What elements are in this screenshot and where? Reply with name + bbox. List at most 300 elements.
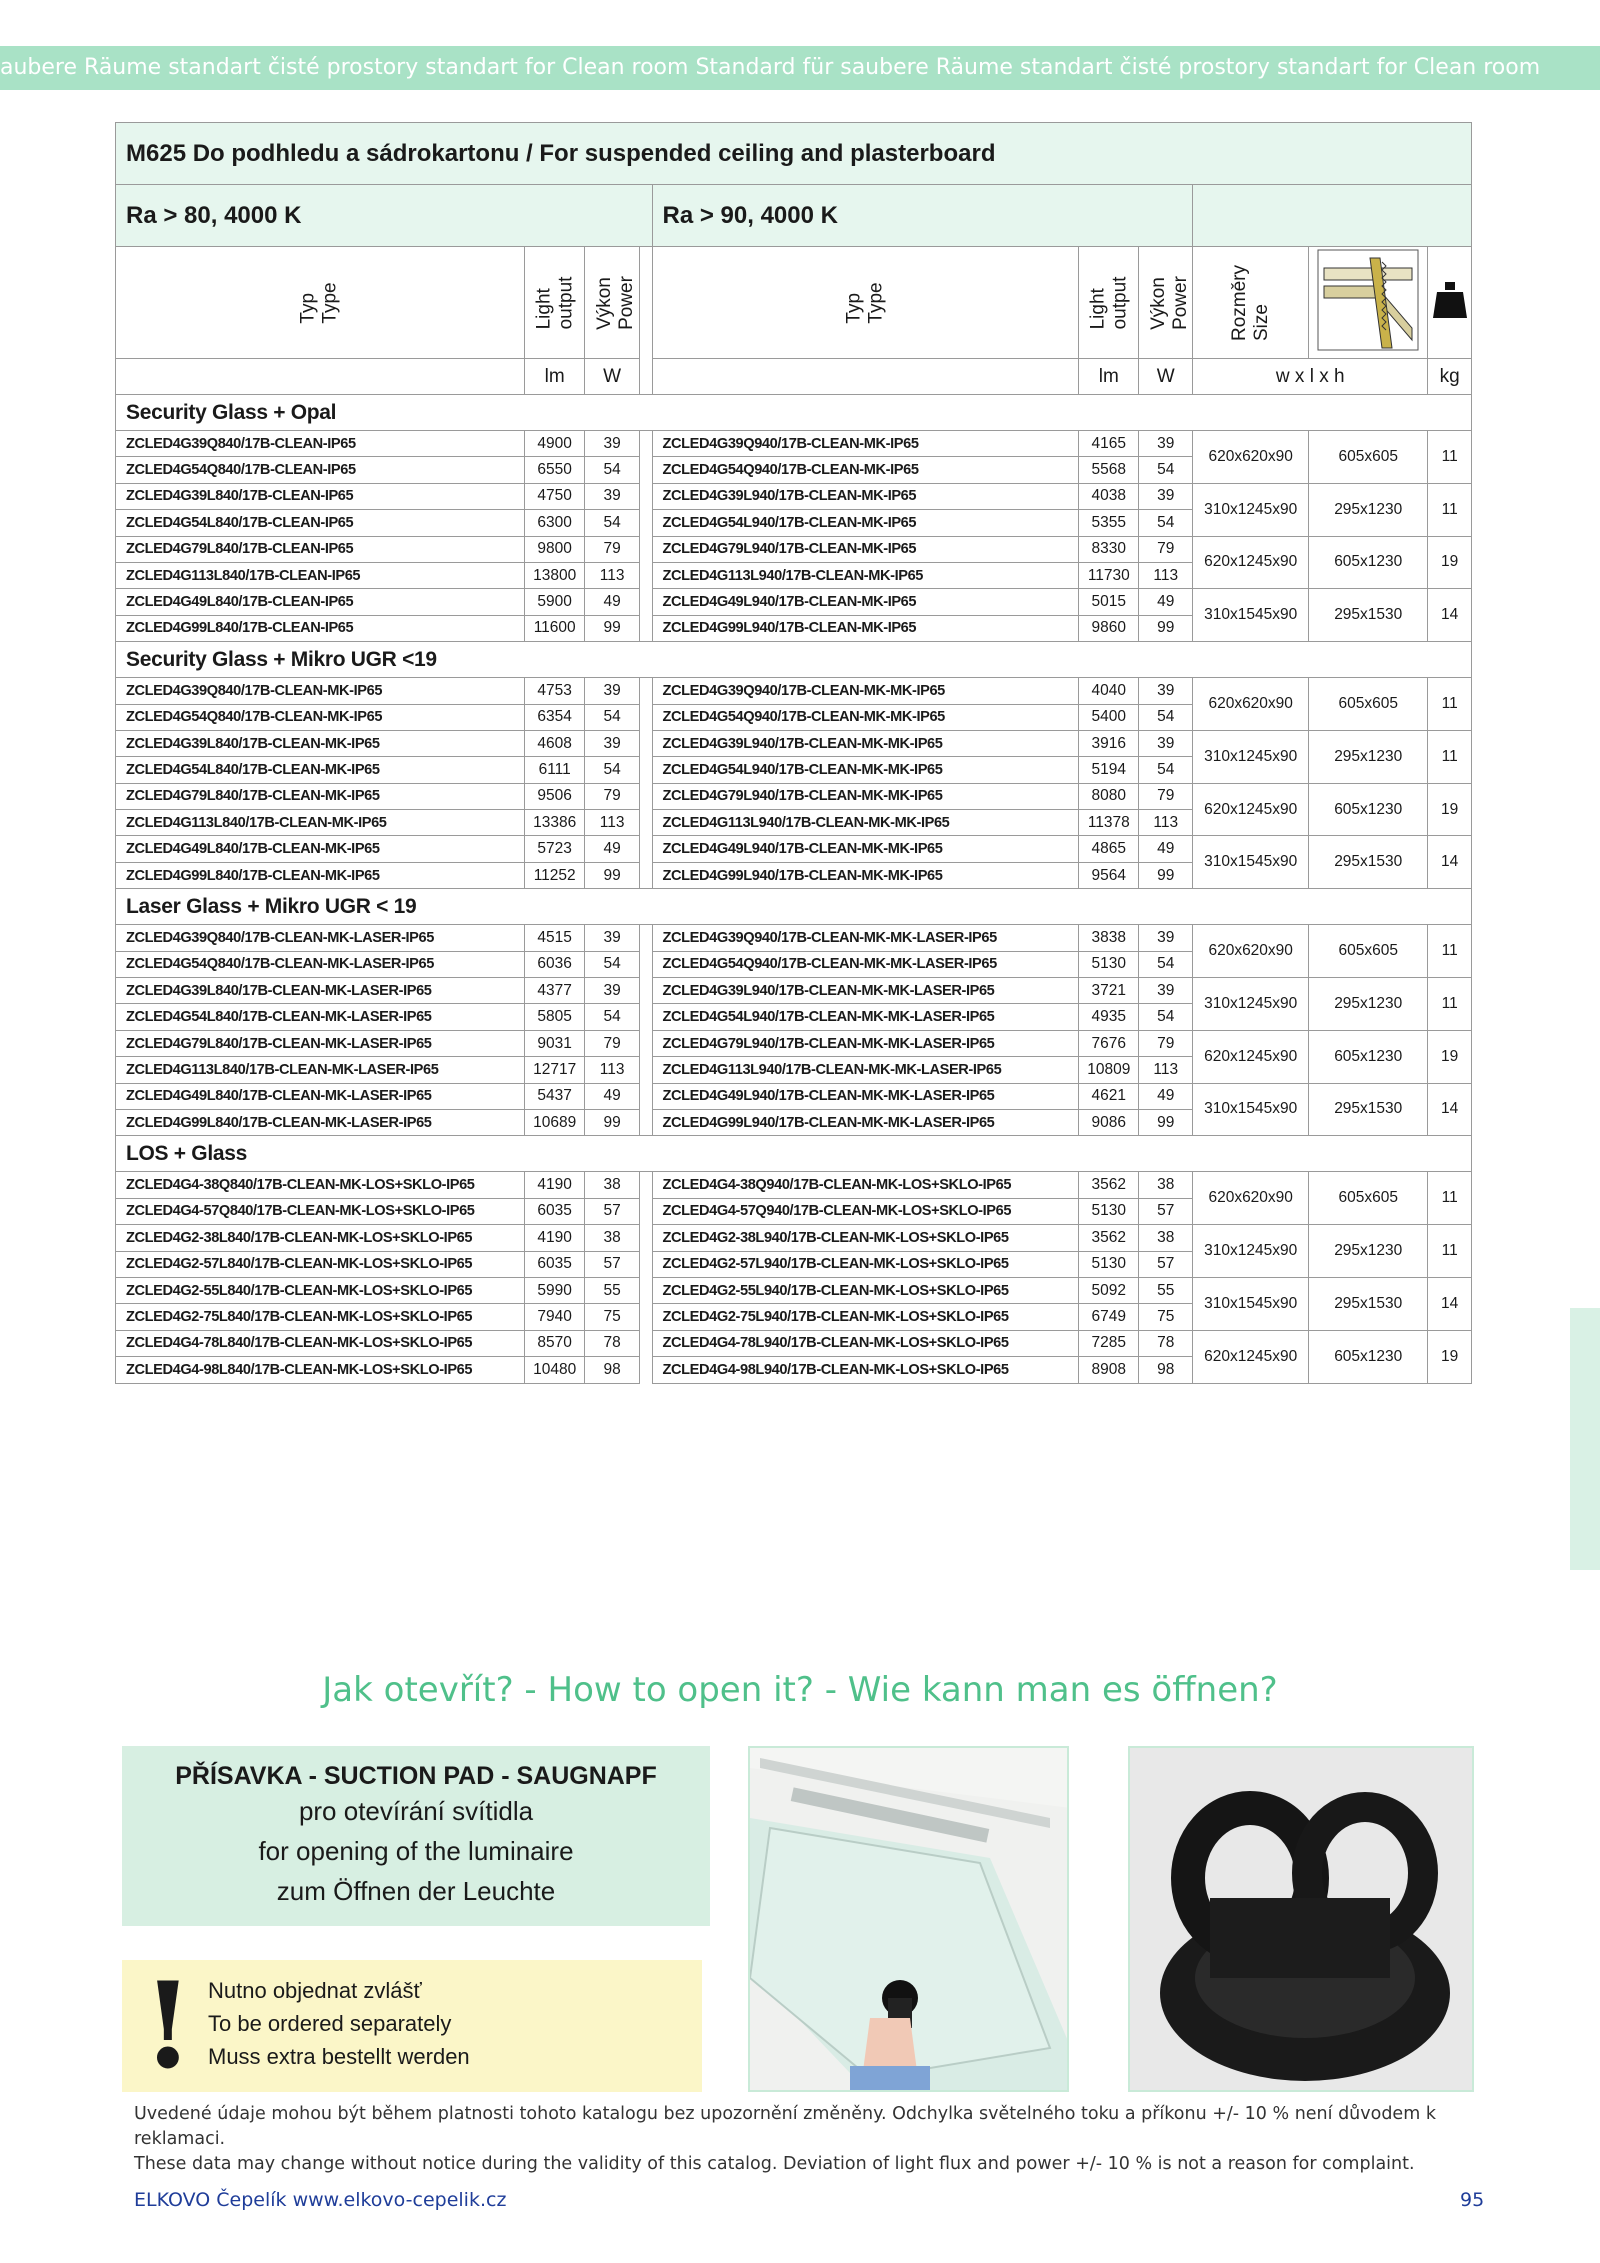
type-code-right: ZCLED4G49L940/17B-CLEAN-MK-MK-IP65: [652, 836, 1079, 862]
light-output-left: 13386: [525, 810, 585, 836]
light-output-right: 3562: [1079, 1225, 1139, 1251]
type-code-right: ZCLED4G79L940/17B-CLEAN-MK-IP65: [652, 536, 1079, 562]
column-gap: [640, 431, 652, 457]
table-row: [116, 483, 1472, 509]
light-output-left: 10480: [525, 1357, 585, 1383]
suction-pad-line: pro otevírání svítidla: [298, 1796, 534, 1826]
suction-pad-photo: [1128, 1746, 1474, 2092]
weight: 14: [1428, 589, 1472, 642]
light-output-right: 9860: [1079, 615, 1139, 641]
light-output-right: 3721: [1079, 978, 1139, 1004]
section-title: Security Glass + Mikro UGR <19: [116, 642, 1472, 678]
column-gap: [640, 589, 652, 615]
column-gap: [640, 1030, 652, 1056]
power-left: 39: [585, 978, 640, 1004]
size-dimensions: 620x620x90: [1193, 1172, 1309, 1225]
power-right: 38: [1139, 1172, 1193, 1198]
type-code-right: ZCLED4G54Q940/17B-CLEAN-MK-MK-IP65: [652, 704, 1079, 730]
power-right: 54: [1139, 757, 1193, 783]
light-output-left: 4515: [525, 925, 585, 951]
power-left: 55: [585, 1277, 640, 1303]
light-output-right: 5130: [1079, 951, 1139, 977]
col-light-right: Light output: [1079, 247, 1139, 359]
table-row: [116, 1330, 1472, 1356]
size-dimensions: 310x1545x90: [1193, 836, 1309, 889]
how-to-open-title: Jak otevřít? - How to open it? - Wie kann man es öffnen?: [322, 1670, 1278, 1710]
disclaimer-cz: Uvedené údaje mohou být během platnosti tohoto katalogu bez upozornění změněny. Odchylka světelného toku a příkonu +/- 10 % není důvodem k reklamaci.: [134, 2104, 1436, 2149]
exclamation-icon: !: [142, 1956, 194, 2095]
column-gap: [640, 1057, 652, 1083]
power-right: 54: [1139, 1004, 1193, 1030]
type-code-right: ZCLED4G54L940/17B-CLEAN-MK-MK-IP65: [652, 757, 1079, 783]
light-output-left: 9031: [525, 1030, 585, 1056]
size-cutout: 605x1230: [1309, 783, 1428, 836]
disclaimer-en: These data may change without notice during the validity of this catalog. Deviation of light flux and power +/- 10 % is not a reason for complaint.: [134, 2154, 1415, 2174]
column-gap: [640, 1357, 652, 1383]
column-gap: [640, 536, 652, 562]
power-right: 98: [1139, 1357, 1193, 1383]
size-dimensions: 310x1245x90: [1193, 483, 1309, 536]
light-output-left: 7940: [525, 1304, 585, 1330]
size-cutout: 605x1230: [1309, 536, 1428, 589]
column-gap: [640, 704, 652, 730]
type-code-left: ZCLED4G39Q840/17B-CLEAN-MK-IP65: [116, 678, 525, 704]
type-code-left: ZCLED4G99L840/17B-CLEAN-IP65: [116, 615, 525, 641]
power-right: 99: [1139, 862, 1193, 888]
light-output-right: 4165: [1079, 431, 1139, 457]
column-gap: [640, 783, 652, 809]
light-output-left: 5805: [525, 1004, 585, 1030]
light-output-right: 8908: [1079, 1357, 1139, 1383]
size-cutout: 605x605: [1309, 1172, 1428, 1225]
power-right: 113: [1139, 810, 1193, 836]
light-output-left: 4753: [525, 678, 585, 704]
power-right: 39: [1139, 978, 1193, 1004]
power-right: 38: [1139, 1225, 1193, 1251]
power-left: 39: [585, 925, 640, 951]
size-cutout: 295x1230: [1309, 1225, 1428, 1278]
power-right: 39: [1139, 678, 1193, 704]
table-row: [116, 978, 1472, 1004]
power-left: 39: [585, 730, 640, 756]
type-code-left: ZCLED4G39Q840/17B-CLEAN-IP65: [116, 431, 525, 457]
size-dimensions: 310x1245x90: [1193, 730, 1309, 783]
power-left: 38: [585, 1225, 640, 1251]
light-output-right: 4038: [1079, 483, 1139, 509]
type-code-left: ZCLED4G79L840/17B-CLEAN-MK-IP65: [116, 783, 525, 809]
table-row: [116, 1277, 1472, 1303]
type-code-left: ZCLED4G49L840/17B-CLEAN-IP65: [116, 589, 525, 615]
power-right: 113: [1139, 562, 1193, 588]
power-left: 79: [585, 1030, 640, 1056]
suction-pad-line: zum Öffnen der Leuchte: [276, 1876, 556, 1906]
table-row: [116, 1083, 1472, 1109]
order-note-box: [122, 1956, 702, 2095]
power-left: 54: [585, 1004, 640, 1030]
power-left: 99: [585, 1109, 640, 1135]
light-output-left: 12717: [525, 1057, 585, 1083]
weight-icon: [1428, 247, 1472, 359]
light-output-right: 4621: [1079, 1083, 1139, 1109]
ceiling-photo: [748, 1746, 1069, 2092]
light-output-left: 6354: [525, 704, 585, 730]
power-right: 99: [1139, 1109, 1193, 1135]
unit-size: w x l x h: [1193, 359, 1428, 395]
column-gap: [640, 483, 652, 509]
light-output-left: 8570: [525, 1330, 585, 1356]
weight: 11: [1428, 678, 1472, 731]
weight: 11: [1428, 483, 1472, 536]
column-gap: [640, 1004, 652, 1030]
type-code-right: ZCLED4G39L940/17B-CLEAN-MK-MK-IP65: [652, 730, 1079, 756]
type-code-right: ZCLED4G79L940/17B-CLEAN-MK-MK-LASER-IP65: [652, 1030, 1079, 1056]
table-row: [116, 431, 1472, 457]
column-gap: [640, 757, 652, 783]
power-left: 75: [585, 1304, 640, 1330]
light-output-right: 5568: [1079, 457, 1139, 483]
type-code-left: ZCLED4G2-38L840/17B-CLEAN-MK-LOS+SKLO-IP65: [116, 1225, 525, 1251]
light-output-left: 6111: [525, 757, 585, 783]
table-row: [116, 925, 1472, 951]
light-output-left: 11600: [525, 615, 585, 641]
type-code-left: ZCLED4G79L840/17B-CLEAN-IP65: [116, 536, 525, 562]
power-left: 57: [585, 1251, 640, 1277]
power-left: 38: [585, 1172, 640, 1198]
type-code-right: ZCLED4G4-57Q940/17B-CLEAN-MK-LOS+SKLO-IP65: [652, 1198, 1079, 1224]
weight: 14: [1428, 1083, 1472, 1136]
power-right: 54: [1139, 510, 1193, 536]
power-left: 39: [585, 431, 640, 457]
unit-blank-left: [116, 359, 525, 395]
weight: 11: [1428, 730, 1472, 783]
unit-blank-right: [652, 359, 1079, 395]
light-output-left: 9506: [525, 783, 585, 809]
power-right: 75: [1139, 1304, 1193, 1330]
column-gap: [640, 1251, 652, 1277]
power-left: 49: [585, 1083, 640, 1109]
unit-w-right: W: [1139, 359, 1193, 395]
table-row: [116, 678, 1472, 704]
page-number: 95: [1460, 2189, 1485, 2211]
power-left: 39: [585, 483, 640, 509]
size-cutout: 605x1230: [1309, 1030, 1428, 1083]
type-code-right: ZCLED4G39Q940/17B-CLEAN-MK-IP65: [652, 431, 1079, 457]
table-row: [116, 783, 1472, 809]
light-output-left: 6036: [525, 951, 585, 977]
type-code-right: ZCLED4G99L940/17B-CLEAN-MK-MK-IP65: [652, 862, 1079, 888]
light-output-left: 10689: [525, 1109, 585, 1135]
type-code-right: ZCLED4G2-57L940/17B-CLEAN-MK-LOS+SKLO-IP65: [652, 1251, 1079, 1277]
light-output-left: 5723: [525, 836, 585, 862]
power-right: 39: [1139, 730, 1193, 756]
type-code-left: ZCLED4G4-78L840/17B-CLEAN-MK-LOS+SKLO-IP65: [116, 1330, 525, 1356]
light-output-left: 6550: [525, 457, 585, 483]
table-row: [116, 730, 1472, 756]
type-code-right: ZCLED4G2-55L940/17B-CLEAN-MK-LOS+SKLO-IP65: [652, 1277, 1079, 1303]
power-left: 54: [585, 457, 640, 483]
light-output-left: 5900: [525, 589, 585, 615]
power-right: 113: [1139, 1057, 1193, 1083]
column-gap: [640, 1277, 652, 1303]
type-code-left: ZCLED4G54L840/17B-CLEAN-MK-LASER-IP65: [116, 1004, 525, 1030]
size-cutout: 605x1230: [1309, 1330, 1428, 1383]
section-title: Laser Glass + Mikro UGR < 19: [116, 889, 1472, 925]
type-code-left: ZCLED4G4-38Q840/17B-CLEAN-MK-LOS+SKLO-IP65: [116, 1172, 525, 1198]
type-code-left: ZCLED4G39L840/17B-CLEAN-MK-IP65: [116, 730, 525, 756]
power-left: 54: [585, 951, 640, 977]
type-code-left: ZCLED4G4-98L840/17B-CLEAN-MK-LOS+SKLO-IP65: [116, 1357, 525, 1383]
size-dimensions: 310x1545x90: [1193, 1277, 1309, 1330]
light-output-right: 5015: [1079, 589, 1139, 615]
type-code-right: ZCLED4G49L940/17B-CLEAN-MK-MK-LASER-IP65: [652, 1083, 1079, 1109]
light-output-right: 5355: [1079, 510, 1139, 536]
top-banner: aubere Räume standart čisté prostory standart for Clean room Standard für saubere Räume standart čisté prostory standart for Clean room: [0, 46, 1600, 90]
size-dimensions: 620x1245x90: [1193, 1030, 1309, 1083]
light-output-right: 6749: [1079, 1304, 1139, 1330]
light-output-right: 4935: [1079, 1004, 1139, 1030]
type-code-right: ZCLED4G2-38L940/17B-CLEAN-MK-LOS+SKLO-IP65: [652, 1225, 1079, 1251]
power-right: 54: [1139, 457, 1193, 483]
size-cutout: 295x1530: [1309, 1083, 1428, 1136]
power-left: 54: [585, 510, 640, 536]
power-left: 99: [585, 862, 640, 888]
light-output-right: 4040: [1079, 678, 1139, 704]
size-dimensions: 620x620x90: [1193, 925, 1309, 978]
size-cutout: 295x1230: [1309, 978, 1428, 1031]
disclaimer: [134, 2102, 1474, 2177]
light-output-right: 3916: [1079, 730, 1139, 756]
light-output-left: 4190: [525, 1172, 585, 1198]
type-code-left: ZCLED4G54Q840/17B-CLEAN-MK-LASER-IP65: [116, 951, 525, 977]
size-cutout: 605x605: [1309, 431, 1428, 484]
type-code-left: ZCLED4G2-75L840/17B-CLEAN-MK-LOS+SKLO-IP65: [116, 1304, 525, 1330]
size-cutout: 605x605: [1309, 678, 1428, 731]
type-code-right: ZCLED4G4-38Q940/17B-CLEAN-MK-LOS+SKLO-IP65: [652, 1172, 1079, 1198]
col-type-right: Typ Type: [652, 247, 1079, 359]
light-output-right: 8080: [1079, 783, 1139, 809]
ra-left-header: Ra > 80, 4000 K: [116, 185, 653, 247]
size-cutout: 295x1230: [1309, 483, 1428, 536]
weight: 14: [1428, 836, 1472, 889]
weight: 19: [1428, 1030, 1472, 1083]
light-output-right: 3838: [1079, 925, 1139, 951]
type-code-right: ZCLED4G113L940/17B-CLEAN-MK-MK-LASER-IP65: [652, 1057, 1079, 1083]
size-dimensions: 310x1245x90: [1193, 978, 1309, 1031]
light-output-left: 4750: [525, 483, 585, 509]
power-right: 79: [1139, 783, 1193, 809]
power-left: 54: [585, 757, 640, 783]
side-tab: [1570, 1308, 1600, 1570]
size-dimensions: 310x1245x90: [1193, 1225, 1309, 1278]
product-table: [115, 122, 1472, 1384]
type-code-right: ZCLED4G54L940/17B-CLEAN-MK-MK-LASER-IP65: [652, 1004, 1079, 1030]
light-output-right: 5130: [1079, 1251, 1139, 1277]
size-dimensions: 620x620x90: [1193, 678, 1309, 731]
type-code-left: ZCLED4G2-57L840/17B-CLEAN-MK-LOS+SKLO-IP65: [116, 1251, 525, 1277]
power-left: 79: [585, 536, 640, 562]
power-right: 39: [1139, 925, 1193, 951]
power-right: 54: [1139, 951, 1193, 977]
weight: 19: [1428, 1330, 1472, 1383]
column-gap: [640, 1109, 652, 1135]
power-left: 79: [585, 783, 640, 809]
power-left: 57: [585, 1198, 640, 1224]
size-cutout: 295x1530: [1309, 589, 1428, 642]
power-left: 113: [585, 1057, 640, 1083]
table-row: [116, 536, 1472, 562]
table-row: [116, 589, 1472, 615]
type-code-left: ZCLED4G4-57Q840/17B-CLEAN-MK-LOS+SKLO-IP65: [116, 1198, 525, 1224]
light-output-left: 6035: [525, 1198, 585, 1224]
light-output-right: 3562: [1079, 1172, 1139, 1198]
type-code-right: ZCLED4G54L940/17B-CLEAN-MK-IP65: [652, 510, 1079, 536]
column-gap: [640, 457, 652, 483]
type-code-right: ZCLED4G4-98L940/17B-CLEAN-MK-LOS+SKLO-IP65: [652, 1357, 1079, 1383]
column-gap: [640, 1330, 652, 1356]
power-right: 55: [1139, 1277, 1193, 1303]
power-left: 98: [585, 1357, 640, 1383]
type-code-left: ZCLED4G2-55L840/17B-CLEAN-MK-LOS+SKLO-IP65: [116, 1277, 525, 1303]
power-right: 57: [1139, 1251, 1193, 1277]
section-title: Security Glass + Opal: [116, 395, 1472, 431]
light-output-left: 6300: [525, 510, 585, 536]
size-dimensions: 620x1245x90: [1193, 783, 1309, 836]
note-line: Muss extra bestellt werden: [208, 2044, 470, 2069]
size-cutout: 295x1230: [1309, 730, 1428, 783]
table-row: [116, 1225, 1472, 1251]
size-dimensions: 620x620x90: [1193, 431, 1309, 484]
type-code-right: ZCLED4G113L940/17B-CLEAN-MK-MK-IP65: [652, 810, 1079, 836]
col-power-right: Výkon Power: [1139, 247, 1193, 359]
light-output-left: 5990: [525, 1277, 585, 1303]
light-output-left: 5437: [525, 1083, 585, 1109]
light-output-right: 5194: [1079, 757, 1139, 783]
light-output-right: 7676: [1079, 1030, 1139, 1056]
column-gap: [640, 1198, 652, 1224]
type-code-left: ZCLED4G113L840/17B-CLEAN-MK-IP65: [116, 810, 525, 836]
power-right: 49: [1139, 836, 1193, 862]
suction-pad-line: for opening of the luminaire: [258, 1836, 574, 1866]
column-gap: [640, 1083, 652, 1109]
power-right: 78: [1139, 1330, 1193, 1356]
power-right: 54: [1139, 704, 1193, 730]
type-code-left: ZCLED4G99L840/17B-CLEAN-MK-IP65: [116, 862, 525, 888]
table-title: M625 Do podhledu a sádrokartonu / For suspended ceiling and plasterboard: [116, 123, 1472, 185]
note-line: Nutno objednat zvlášť: [208, 1978, 422, 2003]
light-output-left: 4900: [525, 431, 585, 457]
type-code-left: ZCLED4G39L840/17B-CLEAN-IP65: [116, 483, 525, 509]
power-left: 49: [585, 589, 640, 615]
light-output-right: 11378: [1079, 810, 1139, 836]
power-right: 39: [1139, 483, 1193, 509]
power-right: 39: [1139, 431, 1193, 457]
column-gap: [640, 562, 652, 588]
light-output-left: 13800: [525, 562, 585, 588]
type-code-left: ZCLED4G79L840/17B-CLEAN-MK-LASER-IP65: [116, 1030, 525, 1056]
unit-lm-left: lm: [525, 359, 585, 395]
light-output-left: 9800: [525, 536, 585, 562]
suction-pad-box: [122, 1746, 710, 1926]
col-size: Rozměry Size: [1193, 247, 1309, 359]
power-right: 79: [1139, 1030, 1193, 1056]
size-dimensions: 620x1245x90: [1193, 536, 1309, 589]
power-left: 49: [585, 836, 640, 862]
ra-right-header: Ra > 90, 4000 K: [652, 185, 1193, 247]
type-code-left: ZCLED4G113L840/17B-CLEAN-IP65: [116, 562, 525, 588]
type-code-right: ZCLED4G99L940/17B-CLEAN-MK-MK-LASER-IP65: [652, 1109, 1079, 1135]
light-output-left: 4377: [525, 978, 585, 1004]
column-gap: [640, 1304, 652, 1330]
light-output-right: 4865: [1079, 836, 1139, 862]
column-gap: [640, 862, 652, 888]
light-output-right: 11730: [1079, 562, 1139, 588]
type-code-left: ZCLED4G39Q840/17B-CLEAN-MK-LASER-IP65: [116, 925, 525, 951]
column-gap: [640, 836, 652, 862]
type-code-right: ZCLED4G39Q940/17B-CLEAN-MK-MK-IP65: [652, 678, 1079, 704]
light-output-right: 10809: [1079, 1057, 1139, 1083]
column-gap: [640, 1225, 652, 1251]
column-gap: [640, 978, 652, 1004]
unit-kg: kg: [1428, 359, 1472, 395]
light-output-right: 5400: [1079, 704, 1139, 730]
col-type-left: Typ Type: [116, 247, 525, 359]
unit-lm-right: lm: [1079, 359, 1139, 395]
light-output-right: 8330: [1079, 536, 1139, 562]
size-dimensions: 310x1545x90: [1193, 589, 1309, 642]
table-row: [116, 1030, 1472, 1056]
type-code-left: ZCLED4G49L840/17B-CLEAN-MK-IP65: [116, 836, 525, 862]
light-output-right: 7285: [1079, 1330, 1139, 1356]
section-title: LOS + Glass: [116, 1136, 1472, 1172]
type-code-right: ZCLED4G49L940/17B-CLEAN-MK-IP65: [652, 589, 1079, 615]
light-output-right: 5092: [1079, 1277, 1139, 1303]
power-right: 49: [1139, 589, 1193, 615]
type-code-right: ZCLED4G39L940/17B-CLEAN-MK-IP65: [652, 483, 1079, 509]
footer-company: ELKOVO Čepelík www.elkovo-cepelik.cz: [134, 2189, 507, 2211]
column-gap: [640, 615, 652, 641]
size-cutout: 295x1530: [1309, 1277, 1428, 1330]
type-code-left: ZCLED4G39L840/17B-CLEAN-MK-LASER-IP65: [116, 978, 525, 1004]
power-left: 54: [585, 704, 640, 730]
type-code-left: ZCLED4G54Q840/17B-CLEAN-IP65: [116, 457, 525, 483]
column-gap: [640, 810, 652, 836]
light-output-right: 5130: [1079, 1198, 1139, 1224]
note-line: To be ordered separately: [208, 2011, 452, 2036]
type-code-right: ZCLED4G4-78L940/17B-CLEAN-MK-LOS+SKLO-IP65: [652, 1330, 1079, 1356]
type-code-right: ZCLED4G2-75L940/17B-CLEAN-MK-LOS+SKLO-IP65: [652, 1304, 1079, 1330]
weight: 14: [1428, 1277, 1472, 1330]
light-output-left: 11252: [525, 862, 585, 888]
type-code-right: ZCLED4G39L940/17B-CLEAN-MK-MK-LASER-IP65: [652, 978, 1079, 1004]
light-output-left: 6035: [525, 1251, 585, 1277]
unit-gap: [640, 359, 652, 395]
weight: 11: [1428, 431, 1472, 484]
type-code-left: ZCLED4G54L840/17B-CLEAN-MK-IP65: [116, 757, 525, 783]
column-gap: [640, 730, 652, 756]
light-output-left: 4608: [525, 730, 585, 756]
light-output-right: 9564: [1079, 862, 1139, 888]
weight: 11: [1428, 925, 1472, 978]
weight: 11: [1428, 1225, 1472, 1278]
column-gap: [640, 1172, 652, 1198]
type-code-left: ZCLED4G54L840/17B-CLEAN-IP65: [116, 510, 525, 536]
type-code-left: ZCLED4G54Q840/17B-CLEAN-MK-IP65: [116, 704, 525, 730]
unit-w-left: W: [585, 359, 640, 395]
power-left: 78: [585, 1330, 640, 1356]
power-left: 113: [585, 562, 640, 588]
weight: 19: [1428, 536, 1472, 589]
size-dimensions: 310x1545x90: [1193, 1083, 1309, 1136]
